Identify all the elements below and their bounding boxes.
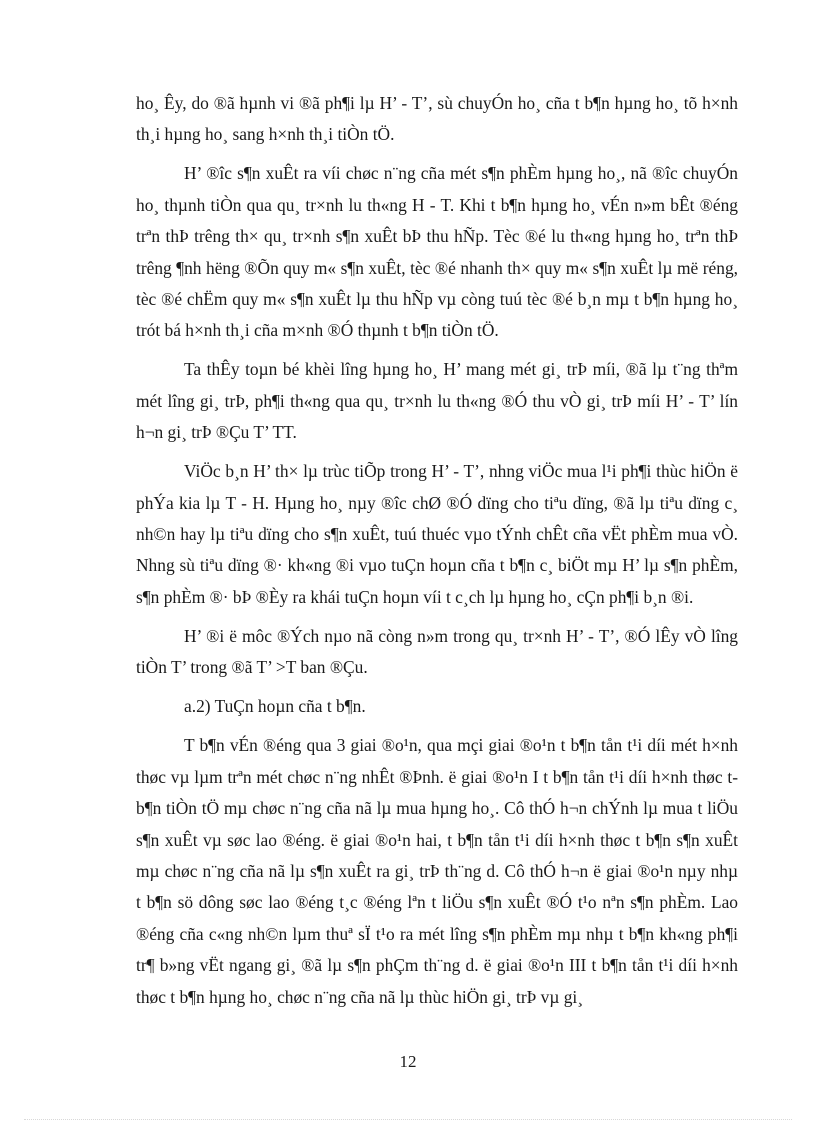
body-text (136, 88, 738, 1021)
paragraph-7: T b¶n vÉn ®éng qua 3 giai ®o¹n, qua mçi giai ®o¹n t b¶n tån t¹i díi mét h×nh thøc vµ lµm trªn mét chøc n¨ng nhÊt ®Þnh. ë giai ®o¹n I t b¶n tån t¹i díi h×nh thøc t b¶n tiÒn tÖ mµ chøc n¨ng cña nã lµ mua hµng ho¸. Cô thÓ h¬n chÝnh lµ mua t liÖu s¶n xuÊt vµ søc lao ®éng. ë giai ®o¹n hai, t b¶n tån t¹i díi h×nh thøc t b¶n s¶n xuÊt mµ chøc n¨ng cña nã lµ s¶n xuÊt ra gi¸ trÞ th¨ng d. Cô thÓ h¬n ë giai ®o¹n nµy nhµ t b¶n sö dông søc lao ®éng t¸c ®éng lªn t liÖu s¶n xuÊt ®Ó t¹o nªn s¶n phÈm. Lao ®éng cña c«ng nh©n lµm thuª sÏ t¹o ra mét lîng s¶n phÈm mµ nhµ t b¶n kh«ng ph¶i tr¶ b»ng vËt ngang gi¸ ®ã lµ s¶n phÇm th¨ng d. ë giai ®o¹n III t b¶n tån t¹i díi h×nh thøc t b¶n hµng ho¸ chøc n¨ng cña nã lµ thùc hiÖn gi¸ trÞ vµ gi¸ (136, 735, 738, 1007)
paragraph-3: Ta thÊy toµn bé khèi lîng hµng ho¸ H’ mang mét gi¸ trÞ míi, ®ã lµ t¨ng thªm mét lîng gi¸ trÞ, ph¶i th«ng qua qu¸ tr×nh lu th«ng ®Ó thu vÒ gi¸ trÞ míi H’ - T’ lín h¬n gi¸ trÞ ®Çu T’ TT. (136, 359, 738, 443)
section-heading: a.2) TuÇn hoµn cña t b¶n. (184, 696, 366, 717)
page-number: 12 (399, 1052, 417, 1071)
paragraph-1: ho¸ Êy, do ®ã hµnh vi ®ã ph¶i lµ H’ - T’, sù chuyÓn ho¸ cña t b¶n hµng ho¸ tõ h×nh th¸i hµng ho¸ sang h×nh th¸i tiÒn tÖ. (136, 93, 738, 145)
paragraph-2: H’ ®îc s¶n xuÊt ra víi chøc n¨ng cña mét s¶n phÈm hµng ho¸, nã ®îc chuyÓn ho¸ thµnh tiÒn qua qu¸ tr×nh lu th«ng H - T. Khi t b¶n hµng ho¸ vÉn n»m bÊt ®éng trªn thÞ trêng th× qu¸ tr×nh s¶n xuÊt bÞ thu hÑp. Tèc ®é lu th«ng hµng ho¸ trªn thÞ trêng ¶nh hëng ®Õn quy m« s¶n xuÊt, tèc ®é nhanh th× quy m« s¶n xuÊt lµ më réng, tèc ®é chËm quy m« s¶n xuÊt lµ thu hÑp vµ còng tuú tèc ®é b¸n mµ t b¶n hµng ho¸ trót bá h×nh th¸i cña m×nh ®Ó thµnh t b¶n tiÒn tÖ. (136, 163, 738, 341)
paragraph-5: H’ ®i ë môc ®Ých nµo nã còng n»m trong qu¸ tr×nh H’ - T’, ®Ó lÊy vÒ lîng tiÒn T’ trong ®ã T’ >T ban ®Çu. (136, 625, 738, 678)
page-divider (24, 1119, 792, 1120)
paragraph-4: ViÖc b¸n H’ th× lµ trùc tiÕp trong H’ - T’, nhng viÖc mua l¹i ph¶i thùc hiÖn ë phÝa kia lµ T - H. Hµng ho¸ nµy ®îc chØ ®Ó dïng cho tiªu dïng, ®ã lµ tiªu dïng c¸ nh©n hay lµ tiªu dïng cho s¶n xuÊt, tuú thuéc vµo tÝnh chÊt cña vËt phÈm mua vÒ. Nhng sù tiªu dïng ®· kh«ng ®i vµo tuÇn hoµn cña t b¶n c¸ biÖt mµ H’ lµ s¶n phÈm, s¶n phÈm ®· bÞ ®Èy ra khái tuÇn hoµn víi t c¸ch lµ hµng ho¸ cÇn ph¶i b¸n ®i. (136, 461, 738, 607)
